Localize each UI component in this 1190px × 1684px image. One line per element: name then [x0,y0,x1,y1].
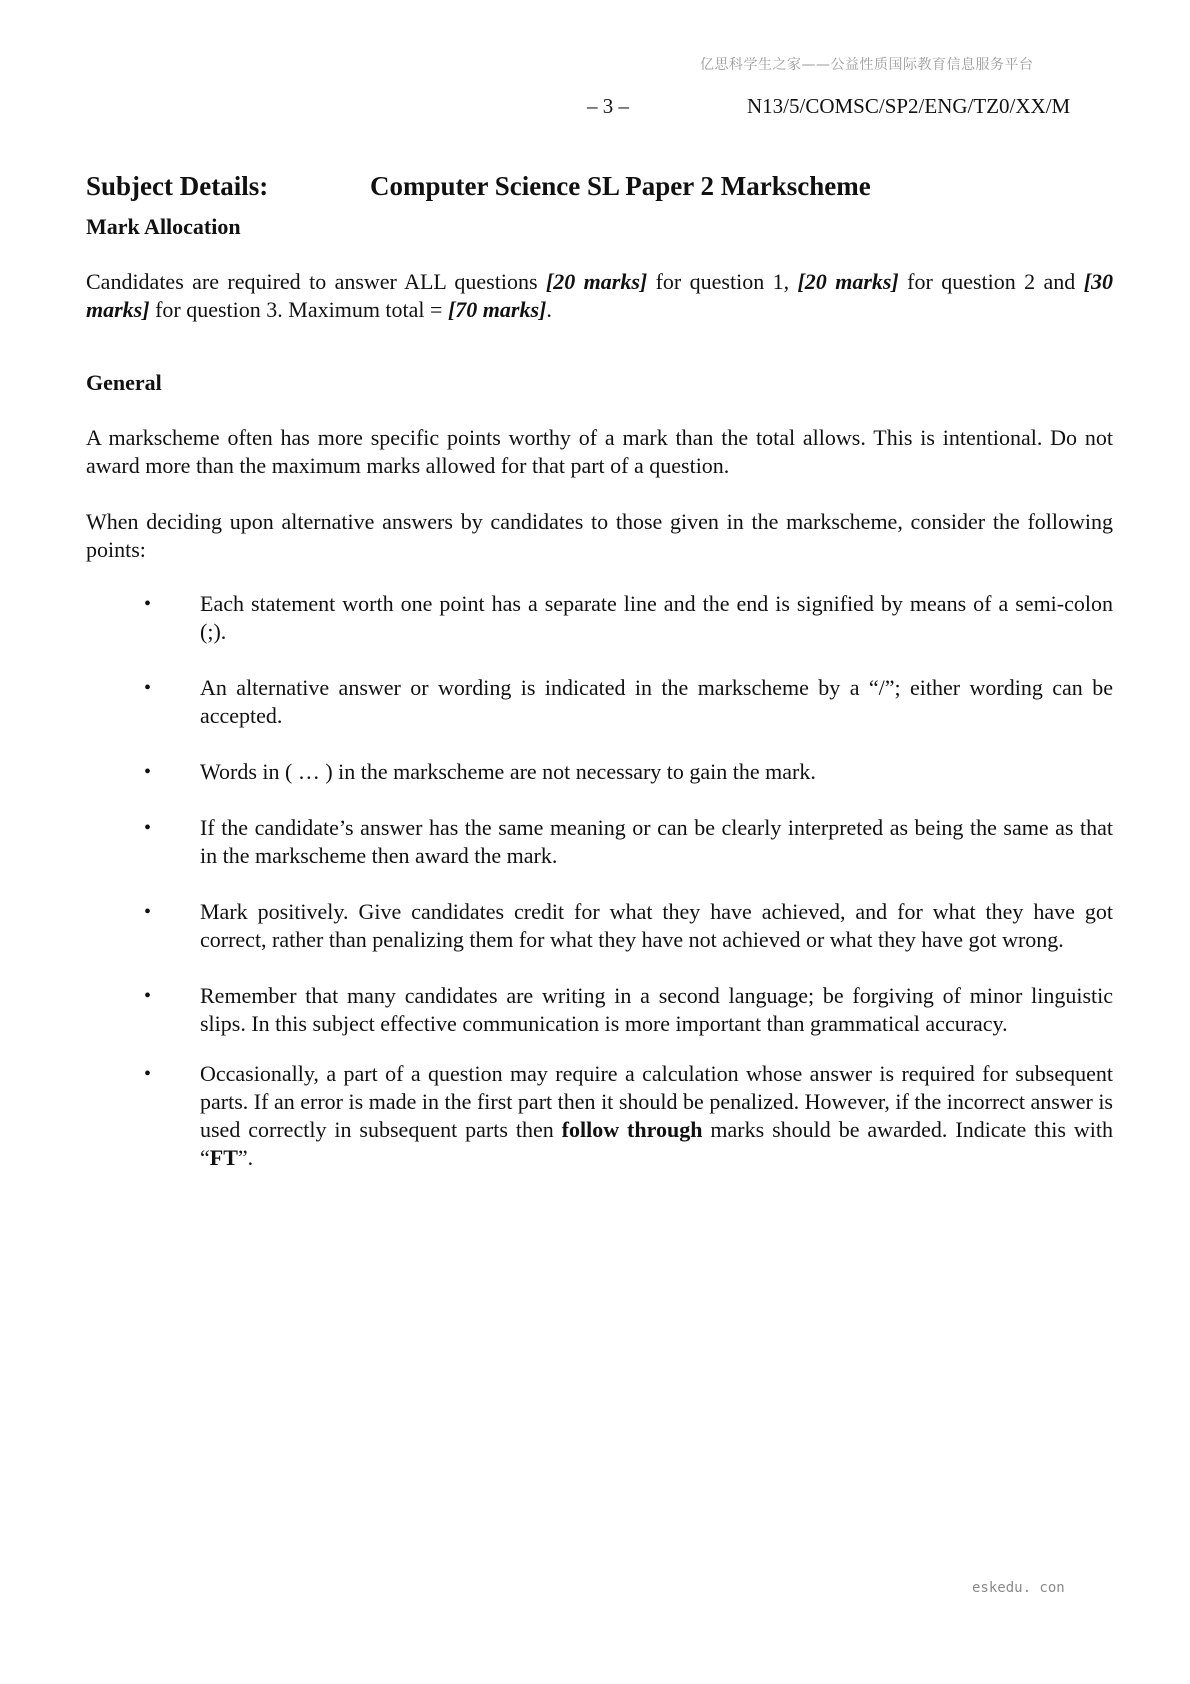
list-item [86,814,1113,870]
list-item [86,1060,1113,1172]
general-heading: General [86,370,162,395]
bullet-icon: • [144,677,152,699]
list-item [86,898,1113,954]
marks-question-1: [20 marks] [545,269,648,294]
mark-allocation-text-2: for question 1, [647,269,798,294]
general-paragraph-2: When deciding upon alternative answers by candidates to those given in the markscheme, consider the following points: [86,509,1113,562]
list-item-text: Words in ( … ) in the markscheme are not necessary to gain the mark. [200,759,816,784]
footer-website: eskedu. con [972,1580,1065,1596]
mark-allocation-text-1: Candidates are required to answer ALL questions [86,269,546,294]
page-number: – 3 – [587,94,629,118]
marks-question-2: [20 marks] [797,269,899,294]
mark-allocation-text-5: . [546,297,552,322]
follow-through-text-2: marks should be awarded. Indicate this with “ [200,1117,1113,1170]
mark-allocation-heading: Mark Allocation [86,214,241,239]
list-item-text: An alternative answer or wording is indicated in the markscheme by a “/”; either wording can be accepted. [200,675,1113,728]
subject-title: Computer Science SL Paper 2 Markscheme [370,171,871,201]
list-item [86,982,1113,1038]
marking-points-list [86,590,1113,1200]
bullet-icon: • [144,761,152,783]
marks-total: [70 marks] [447,297,547,322]
list-item-text: Each statement worth one point has a separate line and the end is signified by means of a semi-colon (;). [200,591,1113,644]
bullet-icon: • [144,817,152,839]
list-item [86,590,1113,646]
general-paragraph-1: A markscheme often has more specific points worthy of a mark than the total allows. This is intentional. Do not award more than the maximum marks allowed for that part of a question. [86,425,1113,478]
list-item-text: Mark positively. Give candidates credit for what they have achieved, and for what they have got correct, rather than penalizing them for what they have not achieved or what they have got wrong. [200,899,1113,952]
watermark-text: 亿思科学生之家——公益性质国际教育信息服务平台 [700,57,1034,73]
list-item [86,674,1113,730]
list-item [86,758,1113,786]
bullet-icon: • [144,901,152,923]
subject-label: Subject Details: [86,171,269,201]
list-item-text: Remember that many candidates are writing in a second language; be forgiving of minor linguistic slips. In this subject effective communication is more important than grammatical accuracy. [200,983,1113,1036]
follow-through-text-3: ”. [237,1145,254,1170]
document-reference: N13/5/COMSC/SP2/ENG/TZ0/XX/M [747,94,1071,118]
follow-through-text-1: Occasionally, a part of a question may require a calculation whose answer is required for subsequent parts. If an error is made in the first part then it should be penalized. However, if the incorrect answer is used correctly in subsequent parts then [200,1061,1113,1142]
bullet-icon: • [144,985,152,1007]
subject-details [86,171,871,202]
list-item-text [200,1061,1113,1170]
bullet-icon: • [144,593,152,615]
marks-question-3: [30 marks] [86,269,1114,322]
list-item-text: If the candidate’s answer has the same meaning or can be clearly interpreted as being the same as that in the markscheme then award the mark. [200,815,1113,868]
mark-allocation-text-3: for question 2 and [898,269,1084,294]
mark-allocation-paragraph [86,268,1113,324]
follow-through-term: follow through [561,1117,703,1142]
bullet-icon: • [144,1063,152,1085]
ft-abbreviation: FT [209,1145,238,1170]
mark-allocation-text-4: for question 3. Maximum total = [149,297,448,322]
